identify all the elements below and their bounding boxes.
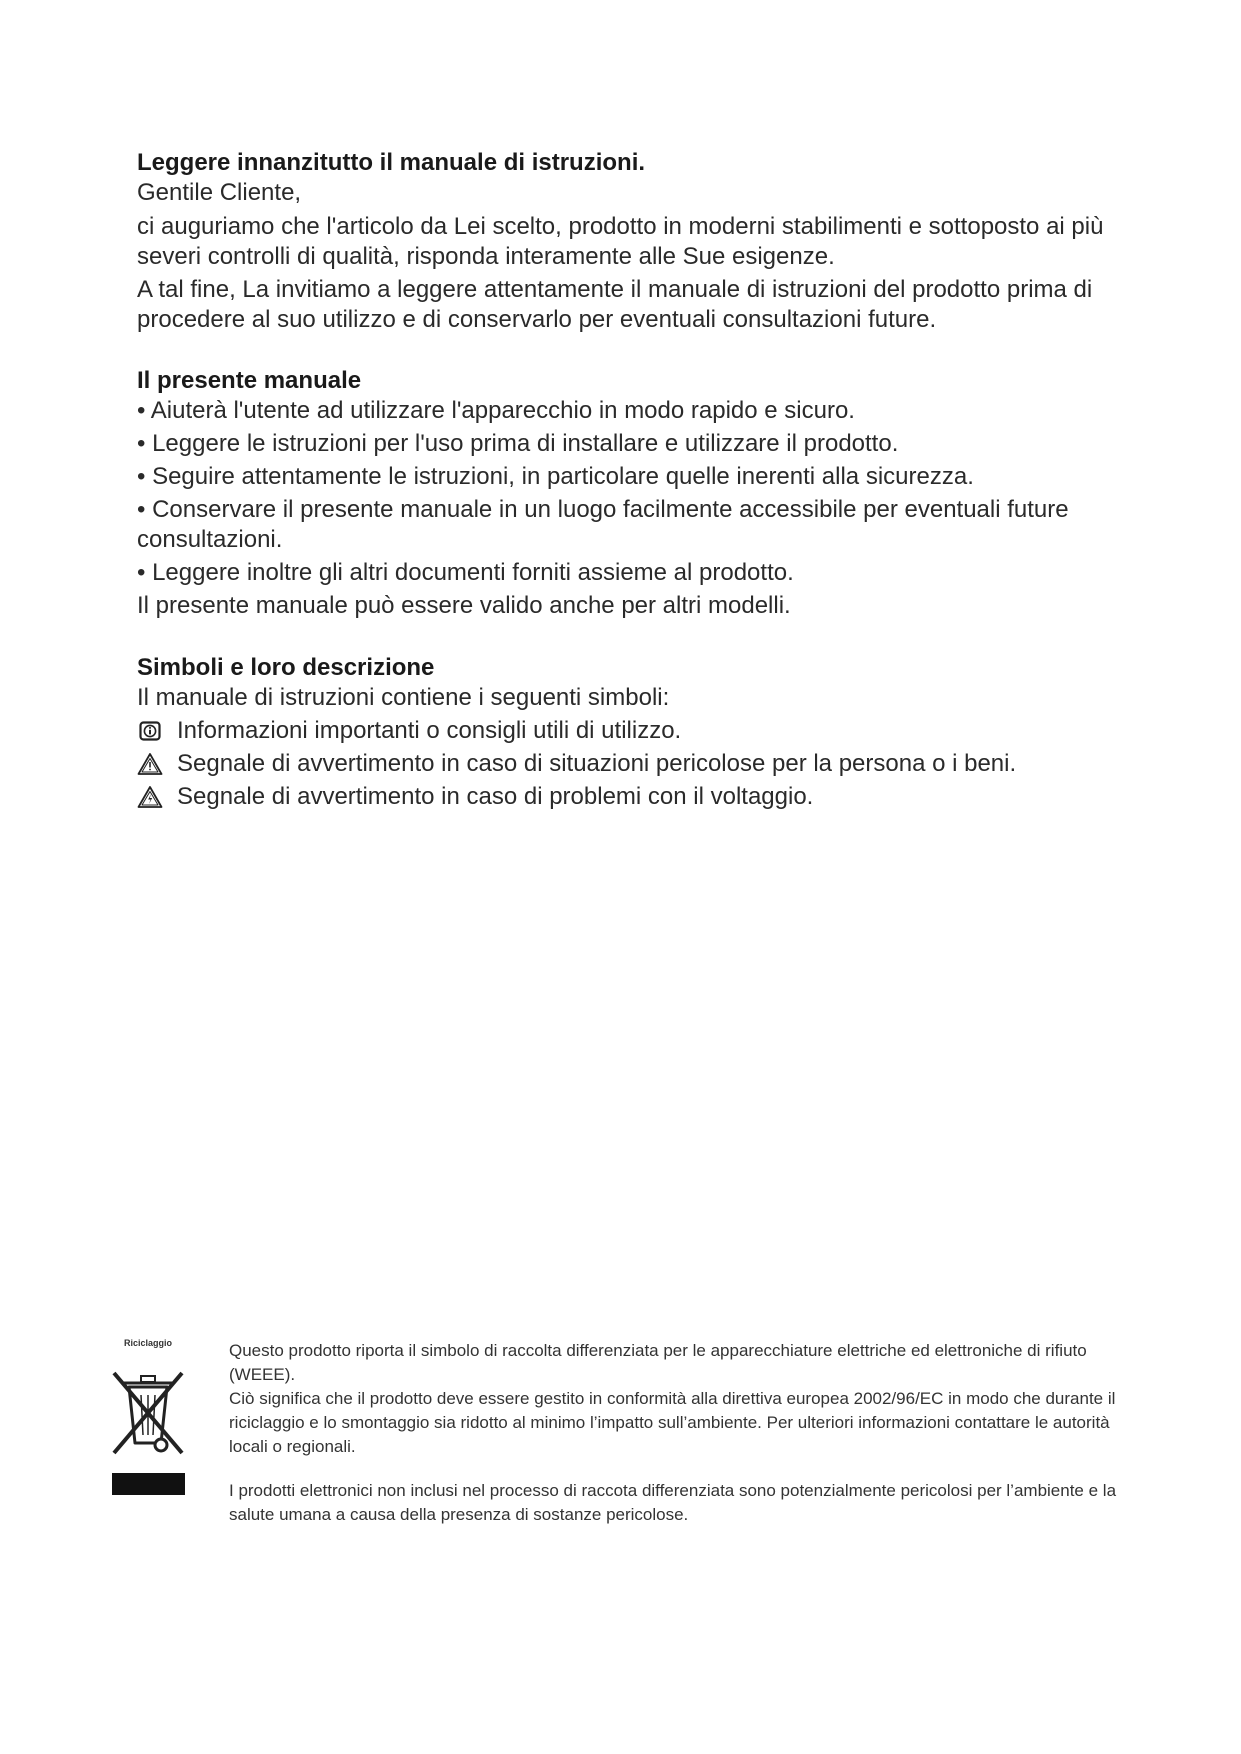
symbol-item-info [137,716,1117,746]
recycling-label: Riciclaggio [124,1338,173,1348]
intro-paragraph-2: A tal fine, La invitiamo a leggere attentamente il manuale di istruzioni del prodotto prima di procedere al suo utilizzo e di conservarlo per eventuali consultazioni future. [137,276,1093,333]
voltage-warning-icon [137,784,163,810]
weee-notice [229,1339,1119,1527]
recycling-bar [112,1473,185,1495]
symbols-section [137,653,1117,812]
manual-bullet: • Leggere le istruzioni per l'uso prima di installare e utilizzare il prodotto. [137,429,1117,459]
intro-paragraph-1: ci auguriamo che l'articolo da Lei scelto, prodotto in moderni stabilimenti e sottoposto ai più severi controlli di qualità, risponda interamente alle Sue esigenze. [137,213,1104,270]
manual-bullet: • Seguire attentamente le istruzioni, in particolare quelle inerenti alla sicurezza. [137,462,1117,492]
weee-paragraph-3: I prodotti elettronici non inclusi nel processo di raccota differenziata sono potenzialmente pericolosi per l’ambiente e la salute umana a causa della presenza di sostanze pericolose. [229,1481,1117,1524]
manual-bullet: • Aiuterà l'utente ad utilizzare l'apparecchio in modo rapido e sicuro. [137,396,1117,426]
weee-paragraph-2: Ciò significa che il prodotto deve essere gestito in conformità alla direttiva europea 2002/96/EC in modo che durante il riciclaggio e lo smontaggio sia ridotto al minimo l’impatto sull’ambiente. Per ulteriori informazioni contattare le autorità locali o regionali. [229,1389,1116,1456]
weee-paragraph-1: Questo prodotto riporta il simbolo di raccolta differenziata per le apparecchiature elettriche ed elettroniche di rifiuto (WEEE). [229,1341,1087,1384]
intro-greeting: Gentile Cliente, [137,179,302,206]
symbol-voltage-text: Segnale di avvertimento in caso di problemi con il voltaggio. [177,783,814,810]
symbol-warning-text: Segnale di avvertimento in caso di situazioni pericolose per la persona o i beni. [177,750,1017,777]
warning-icon [137,751,163,777]
crossed-bin-icon [108,1365,188,1457]
symbols-intro: Il manuale di istruzioni contiene i seguenti simboli: [137,684,670,711]
symbol-item-voltage [137,782,1117,812]
symbol-item-warning [137,749,1117,779]
manual-heading: Il presente manuale [137,367,362,394]
symbol-info-text: Informazioni importanti o consigli utili di utilizzo. [177,717,682,744]
manual-note: Il presente manuale può essere valido anche per altri modelli. [137,592,791,619]
weee-gap [229,1459,1119,1479]
manual-bullet: • Conservare il presente manuale in un luogo facilmente accessibile per eventuali future consultazioni. [137,495,1117,555]
intro-heading: Leggere innanzitutto il manuale di istruzioni. [137,149,646,176]
manual-bullet: • Leggere inoltre gli altri documenti forniti assieme al prodotto. [137,558,1117,588]
intro-section [137,148,1117,335]
symbols-heading: Simboli e loro descrizione [137,654,435,681]
manual-section [137,366,1117,621]
info-icon [137,718,163,744]
